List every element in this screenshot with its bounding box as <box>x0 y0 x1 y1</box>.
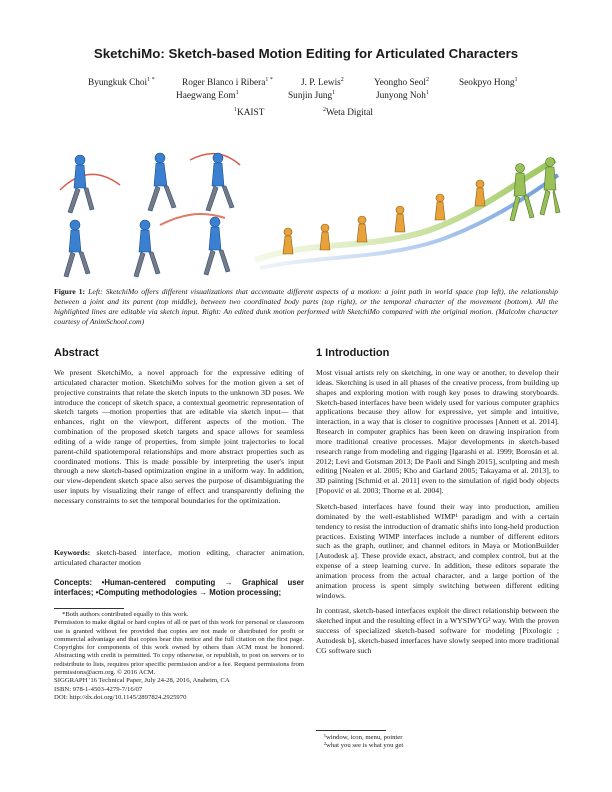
paper-title: SketchiMo: Sketch-based Motion Editing for Articulated Characters <box>93 46 519 61</box>
author: Roger Blanco i Ribera$^{1 *}$ <box>182 77 273 89</box>
footnote-rule <box>316 730 386 731</box>
motion-trail-green <box>255 160 555 260</box>
abstract-heading: Abstract <box>54 347 99 359</box>
footnotes-left: *Both authors contributed equally to this work. Permission to make digital or hard copies of all or part of this work for personal or classroom use is granted without fee provided that copies are not made or distributed for profit or commercial advantage and that copies bear this notice and the full citation on the first page. Copyrights for components of this work owned by others than ACM must be honored. Abstracting with credit is permitted. To copy otherwise, or republish, to post on servers or to redistribute to lists, requires prior specific permission and/or a fee. Request permissions from permissions@acm.org. © 2016 ACM. SIGGRAPH '16 Technical Paper, July 24-28, 2016, Anaheim, CA ISBN: 978-1-4503-4279-7/16/07 DOI: http://dx.doi.org/10.1145/2897824.2925970 <box>54 611 304 701</box>
author: Seokpyo Hong$^1$ <box>459 77 518 89</box>
figure-caption: Figure 1: Left: SketchiMo offers different visualizations that accentuate different aspects of a motion: a joint path in world space (top left), the relationship between a joint and its parent (top middle), between two coordinated body parts (top right), or the temporal character of the movement (bottom). All the highlighted lines are editable via sketch input. Right: An edited dunk motion performed with SketchiMo compared with the original motion. (Malcolm character courtesy of AnimSchool.com) <box>54 287 558 326</box>
abstract-body: We present SketchiMo, a novel approach for the expressive editing of articulated character motion. SketchiMo solves for the motion given a set of projective constraints that relate the sketch inputs to the unknown 3D poses. We introduce the concept of sketch space, a contextual geometric representation of sketch targets —motion properties that are editable via sketch input— that enhances, right on the viewport, different aspects of the motion. The combination of the proposed sketch targets and space allows for seamless editing of a wide range of properties, from simple joint trajectories to local parent-child spatiotemporal relationships and more abstract properties such as coordinated motions. This is made possible by interpreting the user's input through a new sketch-based optimization engine in a uniform way. In addition, our view-dependent sketch space also serves the purpose of disambiguating the user inputs by visualizing their range of effect and transparently defining the necessary constraints to set the temporal boundaries for the optimization. <box>54 368 304 505</box>
introduction-heading: 1 Introduction <box>316 347 390 359</box>
author: Yeongho Seol$^2$ <box>374 77 430 89</box>
introduction-body: Most visual artists rely on sketching, in one way or another, to develop their ideas. Sketching is used in all phases of the creative process, from building up shapes and exploring motion with rough key poses to drawing storyboards. Sketch-based interfaces have been widely used for various computer graphics applications because they allow for expressive, yet simple and intuitive, interaction, in a way that is closer to cognitive processes [Annett et al. 2014]. Research in computer graphics has been keen on drawing inspiration from more traditional creative processes. Major developments in sketch-based research range from modeling and rigging [Igarashi et al. 1999; Borosán et al. 2012; Levi and Gotsman 2013; De Paoli and Singh 2015], sculpting and mesh editing [Nealen et al. 2005; Kho and Garland 2005; Takayama et al. 2013], to 3D painting [Schmid et al. 2011] even to the simulation of rigid body objects [Popović et al. 2003; Thorne et al. 2004]. Sketch-based interfaces have found their way into production, amilieu dominated by the well-established WIMP¹ paradigm and with a certain tendency to resist the introduction of dramatic shifts into long-held production practices. Existing WIMP interfaces include a number of different editors such as the graph, outliner, and channel editors in Maya or MotionBuilder [Autodesk a]. These provide exact, abstract, and complex control, but at the expense of a steep learning curve. In addition, these editors separate the animation process from the actual character, and a large portion of the animation process is spent simply switching between different editing windows. In contrast, sketch-based interfaces exploit the direct relationship between the sketched input and the resulting effect in a WYSIWYG² way. With the proven success of specialized sketch-based software for modeling [Pixologic ; Autodesk b], sketch-based interfaces have slowly seeped into more traditional CG software such <box>316 368 559 655</box>
footnote-rule <box>54 608 124 609</box>
keywords: Keywords: sketch-based interface, motion editing, character animation, articulated character motion <box>54 548 305 567</box>
affiliation: $^2$Weta Digital <box>323 107 374 119</box>
affiliation: $^1$KAIST <box>234 107 265 119</box>
author: J. P. Lewis$^2$ <box>301 77 344 89</box>
footnotes-right: ¹window, icon, menu, pointer ²what you see is what you get <box>324 734 404 750</box>
author: Haegwang Eom$^1$ <box>176 90 239 102</box>
ccs-concepts: Concepts: •Human-centered computing → Graphical user interfaces; •Computing methodologies → Motion processing; <box>54 578 304 597</box>
figure-1-image <box>50 140 562 280</box>
author: Byungkuk Choi$^{1 *}$ <box>88 77 155 89</box>
author: Sunjin Jung$^1$ <box>288 90 336 102</box>
author: Junyong Noh$^1$ <box>376 90 429 102</box>
motion-trail-red <box>60 174 120 190</box>
